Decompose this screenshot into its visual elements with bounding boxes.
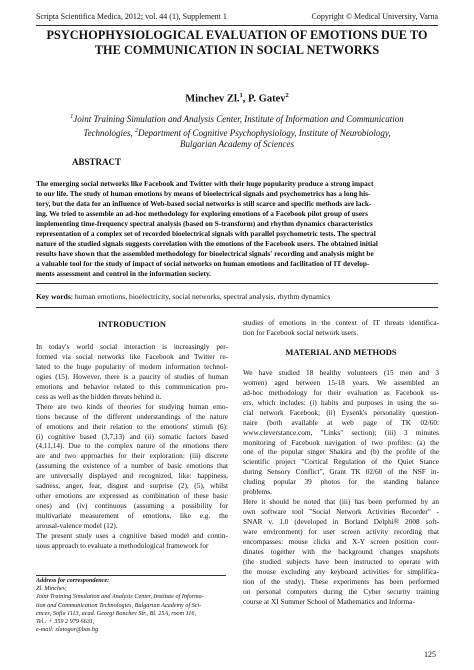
correspondence-line: Tel.: + 359 2 979 6631, bbox=[36, 618, 95, 626]
text-line: cluding popular 39 photos for the standing balance bbox=[243, 477, 439, 487]
text-line: own software tool "Social Network Activities Recorder" - bbox=[243, 507, 439, 517]
text-line: monitoring of Facebook navigation of two profiles: (a) the bbox=[243, 437, 439, 447]
text-line: cial network Facebook; (ii) Eysenk's personality question- bbox=[243, 407, 439, 417]
author-name: P. Gatev bbox=[247, 93, 286, 105]
author-affil-mark: 2 bbox=[285, 92, 289, 99]
abstract-line: ments assessment and control in the information society. bbox=[36, 268, 211, 278]
text-line: ad-hoc methodology for their evaluation as Facebook us- bbox=[243, 387, 439, 397]
abstract-line: to our life. The study of human emotions by means of bioelectrical signals and psychometrics has a long his- bbox=[36, 188, 371, 198]
keywords-text: : human emotions, bioelectricity, social networks, spectral analysis, rhythm dynamics bbox=[70, 292, 331, 301]
abstract-line: representation of a complex set of recorded bioelectrical signals with parallel psychometric tests. The spectral bbox=[36, 228, 376, 238]
text-line: studies of emotions in the context of IT threats identifica- bbox=[243, 318, 439, 327]
text-line: ones) and (iv) continuous (assuming a possibility for bbox=[36, 501, 228, 511]
text-line: encompasses: mouse clicks and X-Y screen position coor- bbox=[243, 537, 439, 547]
header-rule bbox=[36, 25, 438, 26]
text-line: one of the popular singer Shakira and (b) the profile of the bbox=[243, 447, 439, 457]
text-line: uous approach to evaluate a methodological framework for bbox=[36, 541, 209, 551]
text-line: lated to the huge popularity of modern information technol- bbox=[36, 361, 228, 371]
text-line: The present study uses a cognitive based model and contin- bbox=[36, 531, 228, 541]
author-list bbox=[36, 92, 438, 105]
author-separator: , bbox=[242, 93, 248, 105]
affil-mark: 2 bbox=[135, 127, 139, 134]
affiliation-line bbox=[36, 112, 438, 126]
text-line: during Sensory Conflict", Grant TK 02/60 of the NSF in- bbox=[243, 467, 439, 477]
introduction-text bbox=[36, 342, 228, 551]
section-heading-introduction: INTRODUCTION bbox=[97, 319, 166, 329]
abstract-line: ing. We tried to assemble an ad-hoc methodology for exploring emotions of a Facebook pilot group of users bbox=[36, 208, 369, 218]
text-line: tions because of the different understandings of the nature bbox=[36, 411, 228, 421]
text-line: arousal-valence model (12). bbox=[36, 521, 118, 531]
abstract-heading: ABSTRACT bbox=[72, 157, 122, 167]
correspondence-line: ences, Sofia 1113, acad. Georgi Bonchev Str., Bl. 25A, room 116, bbox=[36, 609, 197, 617]
abstract-body bbox=[36, 179, 438, 279]
text-line: (assuming the existence of a number of basic emotions that bbox=[36, 461, 228, 471]
text-line: (4,11,14). Due to the complex nature of the emotions there bbox=[36, 441, 228, 451]
keywords-label: Key words bbox=[36, 292, 71, 301]
author-affil-mark: 1 bbox=[239, 92, 243, 99]
section-heading-methods: MATERIAL AND METHODS bbox=[285, 346, 397, 357]
affil-text: Technologies, bbox=[83, 127, 136, 138]
text-line: other emotions are expressed as combination of these basic bbox=[36, 491, 228, 501]
text-line: www.cleverstance.com, "Links" section); (iii) 3 minutes bbox=[243, 427, 439, 437]
affil-text: Department of Cognitive Psychophysiology, Institute of Neurobiology, bbox=[138, 127, 391, 138]
keywords-bottom-rule bbox=[36, 307, 438, 308]
correspondence-heading: Address for correspondence: bbox=[36, 577, 110, 584]
keywords-top-rule bbox=[36, 283, 438, 284]
page-number: 125 bbox=[424, 650, 436, 659]
text-line: naire (both available at web page of TK 02/60: bbox=[243, 417, 439, 427]
text-line: sadness, anger, fear, disgust and surprise (2), (5), whilst bbox=[36, 481, 228, 491]
running-header bbox=[36, 12, 438, 24]
author-name: Minchev Zl. bbox=[185, 93, 240, 105]
abstract-line: tory, but the data for an influence of Web-based social networks is still scarce and specific methods are lack- bbox=[36, 198, 372, 208]
correspondence-line: e-mail: zlatogor@bas.bg bbox=[36, 626, 99, 634]
text-line: multivariate measurement of emotions, like e.g. the bbox=[36, 511, 228, 521]
text-line: In today's world social interaction is increasingly per- bbox=[36, 341, 228, 351]
text-line: ogies (15). However, there is a paucity of studies of human bbox=[36, 371, 228, 381]
text-line: (i) cognitive based (3,7,13) and (ii) somatic factors based bbox=[36, 431, 228, 441]
keywords bbox=[36, 292, 438, 301]
abstract-line: implementing time-frequency spectral analysis (based on S-transform) and rhythm dynamics characteristics bbox=[36, 218, 373, 228]
correspondence-line: Zl. Minchev, bbox=[36, 585, 67, 593]
affiliation-line bbox=[36, 126, 438, 140]
text-line: SNAR v. 1.0 (developed in Borland Delphi® 2008 soft- bbox=[243, 517, 439, 527]
title-line: PSYCHOPHYSIOLOGICAL EVALUATION OF EMOTIONS DUE TO bbox=[46, 28, 428, 42]
journal-citation: Scripta Scientifica Medica, 2012; vol. 44 (1), Supplement 1 bbox=[36, 12, 227, 21]
text-line: are and two approaches for their exploration: (iii) discrete bbox=[36, 451, 228, 461]
text-line: (the studied subjects have been instructed to operate with bbox=[243, 556, 439, 566]
text-line: women) aged between 15-18 years. We assembled an bbox=[243, 377, 439, 387]
text-line: are universally displayed and recognized, like: happiness, bbox=[36, 471, 228, 481]
text-line: dinates together with the background changes snapshots bbox=[243, 547, 439, 557]
paper-title bbox=[36, 28, 438, 58]
text-line: problems. bbox=[243, 487, 272, 497]
text-line: of emotions and their relation to the emotions' stimuli (6): bbox=[36, 421, 228, 431]
right-column bbox=[243, 318, 439, 607]
text-line: scientific project "Cortical Regulation of the Quiet Stance bbox=[243, 457, 439, 467]
correspondence-rule bbox=[36, 575, 226, 576]
text-line: course at XI Summer School of Mathematics and Informa- bbox=[243, 596, 415, 606]
text-line: tion of the study). These experiments has been performed bbox=[243, 576, 439, 586]
text-line: We have studied 18 healthy volunteers (15 men and 3 bbox=[243, 367, 439, 377]
correspondence-lines bbox=[36, 585, 226, 634]
text-line: There are two kinds of theories for studying human emo- bbox=[36, 401, 228, 411]
text-line: on personal computers during the Cyber security training bbox=[243, 586, 439, 596]
text-line: emotions and behavior related to this communication pro- bbox=[36, 381, 228, 391]
text-line: formed via social networks like Facebook and Twitter re- bbox=[36, 351, 228, 361]
text-line: cess as well as the hidden threats behind it. bbox=[36, 391, 162, 401]
text-line: the mouse excluding any keyboard activities for simplifica- bbox=[243, 566, 439, 576]
correspondence-line: Joint Training Simulation and Analysis Center, Institute of Informa- bbox=[36, 593, 204, 601]
affiliation-line: Bulgarian Academy of Sciences bbox=[179, 139, 295, 149]
text-line: ware environment) for user screen activity recording that bbox=[243, 527, 439, 537]
abstract-line: results have shown that the assembled methodology for bioelectrical signals' recording and analysis might be bbox=[36, 248, 374, 258]
text-line: Here it should be noted that (iii) has been performed by an bbox=[243, 497, 439, 507]
correspondence-line: tion and Communication Technologies, Bulgarian Academy of Sci- bbox=[36, 601, 202, 609]
correspondence-address bbox=[36, 577, 226, 634]
abstract-line: a valuable tool for the study of impact of social networks on human emotions and facilitation of IT develop- bbox=[36, 258, 370, 268]
copyright-notice: Copyright © Medical University, Varna bbox=[311, 12, 438, 21]
affil-text: Joint Training Simulation and Analysis Center, Institute of Information and Communication bbox=[73, 114, 404, 124]
affil-mark: 1 bbox=[70, 114, 74, 120]
text-line: tion for Facebook social network users. bbox=[243, 327, 359, 337]
text-line: ers, which includes: (i) habits and purposes in using the so- bbox=[243, 397, 439, 407]
affiliations bbox=[36, 112, 438, 151]
abstract-line: The emerging social networks like Facebook and Twitter with their huge popularity produce a strong impact bbox=[36, 179, 374, 188]
methods-text bbox=[243, 368, 439, 607]
introduction-continued-text bbox=[243, 318, 439, 338]
left-column bbox=[36, 320, 228, 551]
title-line: THE COMMUNICATION IN SOCIAL NETWORKS bbox=[94, 43, 380, 57]
abstract-line: nature of the studied signals suggests correlation with the emotions of the Facebook users. The obtained initial bbox=[36, 238, 378, 248]
